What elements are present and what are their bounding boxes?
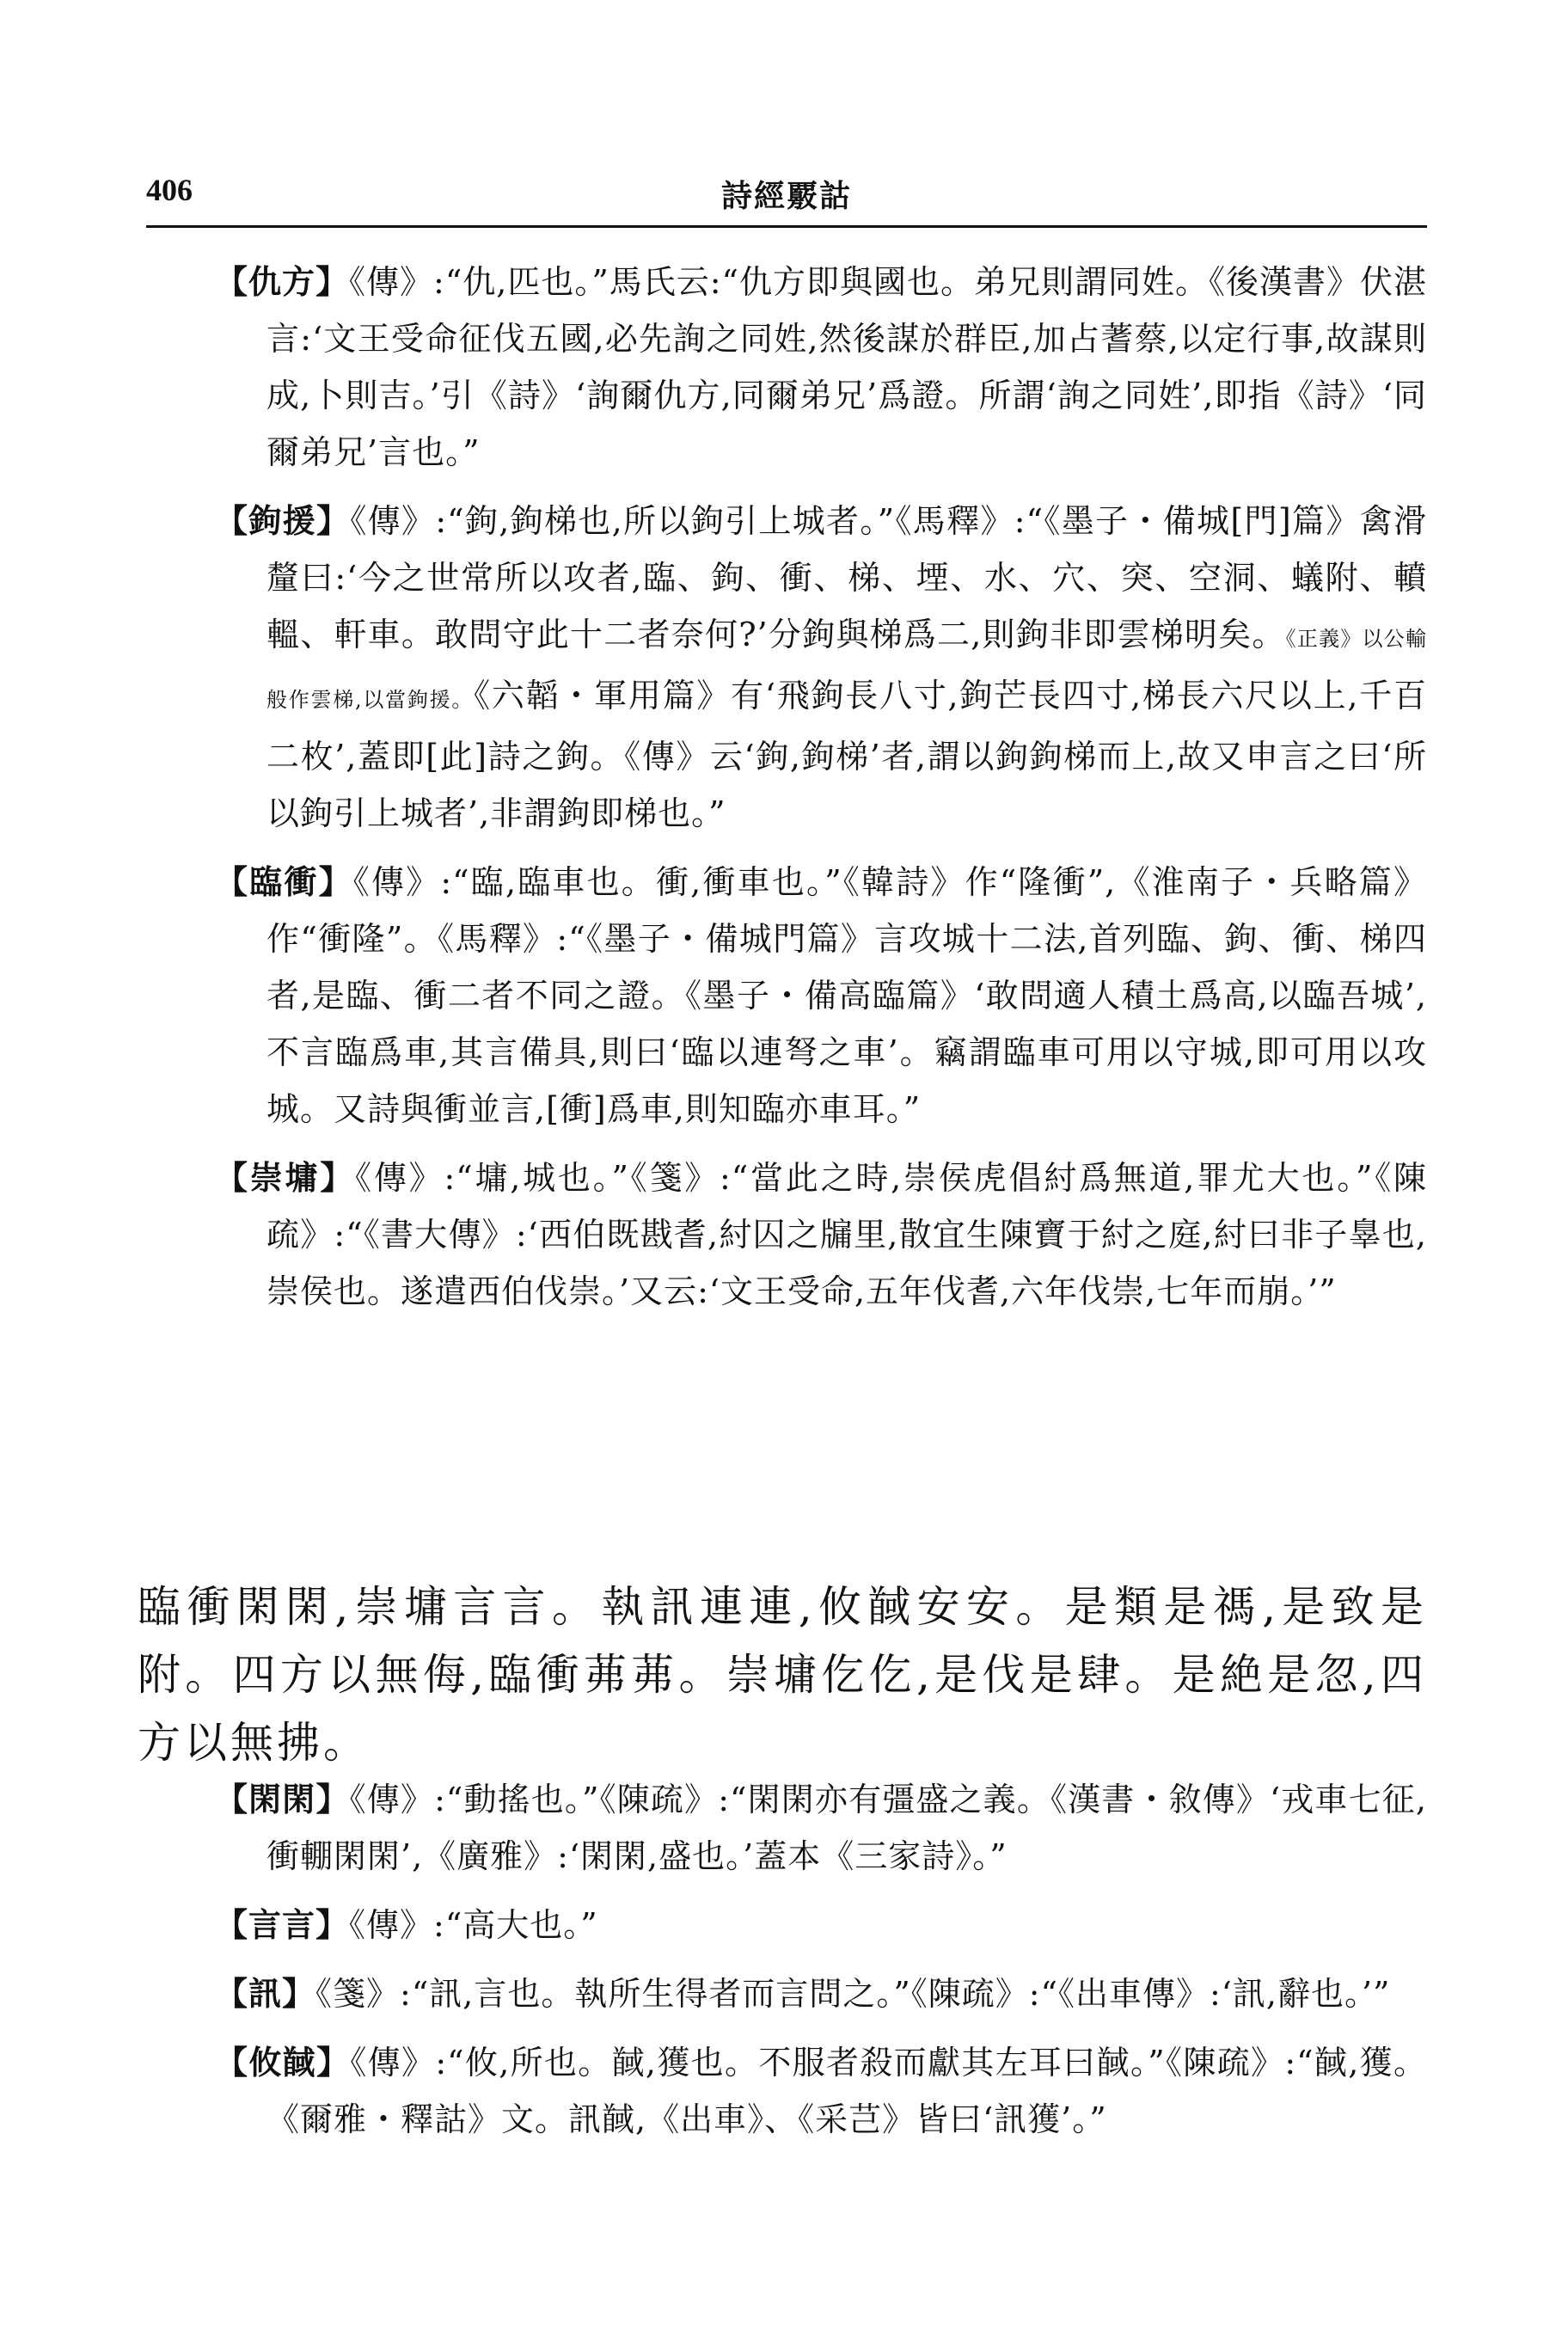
note-term: 【閑閑】: [215, 1780, 350, 1818]
note-xian-xian: [215, 1771, 1427, 1885]
commentary-notes-top: [215, 254, 1427, 1332]
note-text: 《傳》:“仇,匹也。”馬氏云:“仇方即與國也。弟兄則謂同姓。《後漢書》伏湛言:‘文王受命征伐五國,必先詢之同姓,然後謀於群臣,加占蓍蔡,以定行事,故謀則成,卜則吉。’引《詩》‘詢爾仇方,同爾弟兄’爲證。所謂‘詢之同姓’,即指《詩》‘同爾弟兄’言也。”: [266, 263, 1427, 471]
note-term: 【崇墉】: [215, 1158, 356, 1197]
note-text: 《箋》:“訊,言也。執所生得者而言問之。”《陳疏》:“《出車傳》:‘訊,辭也。’”: [315, 1975, 1391, 2013]
note-lin-chong: [215, 854, 1427, 1137]
note-you-guo: [215, 2034, 1427, 2148]
note-gou-yuan: [215, 493, 1427, 842]
commentary-notes-bottom: [215, 1771, 1427, 2160]
note-term: 【言言】: [215, 1905, 350, 1944]
page-header: [146, 172, 1427, 224]
note-text-continued: 《六韜・軍用篇》有‘飛鉤長八寸,鉤芒長四寸,梯長六尺以上,千百二枚’,蓋即[此]詩之鉤。《傳》云‘鉤,鉤梯’者,謂以鉤鉤梯而上,故又申言之曰‘所以鉤引上城者’,非謂鉤即梯也。”: [266, 677, 1427, 832]
note-term: 【訊】: [215, 1974, 316, 2013]
note-text: 《傳》:“臨,臨車也。衝,衝車也。”《韓詩》作“隆衝”,《淮南子・兵略篇》作“衝隆”。《馬釋》:“《墨子・備城門篇》言攻城十二法,首列臨、鉤、衝、梯四者,是臨、衝二者不同之證。《墨子・備高臨篇》‘敢問適人積土爲高,以臨吾城’,不言臨爲車,其言備具,則曰‘臨以連弩之車’。竊謂臨車可用以守城,即可用以攻城。又詩與衝並言,[衝]爲車,則知臨亦車耳。”: [266, 863, 1427, 1128]
header-rule: [146, 225, 1427, 228]
note-yan-yan: [215, 1897, 1427, 1953]
page-number: 406: [146, 173, 193, 207]
note-text: 《傳》:“鉤,鉤梯也,所以鉤引上城者。”《馬釋》:“《墨子・備城[門]篇》禽滑釐曰:‘今之世常所以攻者,臨、鉤、衝、梯、堙、水、穴、突、空洞、蟻附、轒轀、軒車。敢問守此十二者奈何?’分鉤與梯爲二,則鉤非即雲梯明矣。: [266, 502, 1427, 653]
note-text: 《傳》:“攸,所也。馘,獲也。不服者殺而獻其左耳曰馘。”《陳疏》:“馘,獲。《爾雅・釋詁》文。訊馘,《出車》、《采芑》皆曰‘訊獲’。”: [266, 2044, 1427, 2138]
note-term: 【臨衝】: [215, 862, 353, 901]
poem-stanza: [138, 1573, 1427, 1777]
poem-text: 臨衝閑閑,崇墉言言。執訊連連,攸馘安安。是類是禡,是致是附。四方以無侮,臨衝茀茀。崇墉仡仡,是伐是肆。是絶是忽,四方以無拂。: [138, 1582, 1427, 1768]
note-chong-yong: [215, 1150, 1427, 1320]
note-term: 【攸馘】: [215, 2043, 351, 2082]
note-text: 《傳》:“墉,城也。”《箋》:“當此之時,崇侯虎倡紂爲無道,罪尤大也。”《陳疏》:“《書大傳》:‘西伯既戡耆,紂囚之牖里,散宜生陳寶于紂之庭,紂曰非子辠也,崇侯也。遂遣西伯伐崇。’又云:‘文王受命,五年伐耆,六年伐崇,七年而崩。’”: [266, 1159, 1427, 1310]
note-text: 《傳》:“高大也。”: [349, 1906, 598, 1944]
note-small-annotation: 《正義》以公輸般作雲梯,以當鉤援。: [266, 627, 1427, 712]
book-title: 詩經覈詁: [720, 178, 852, 214]
note-term: 【仇方】: [215, 262, 350, 301]
note-term: 【鉤援】: [215, 501, 351, 540]
note-chou-fang: [215, 254, 1427, 481]
note-text: 《傳》:“動搖也。”《陳疏》:“閑閑亦有彊盛之義。《漢書・敘傳》‘戎車七征,衝輣閑閑’,《廣雅》:‘閑閑,盛也。’蓋本《三家詩》。”: [266, 1781, 1427, 1875]
note-xun: [215, 1965, 1427, 2022]
